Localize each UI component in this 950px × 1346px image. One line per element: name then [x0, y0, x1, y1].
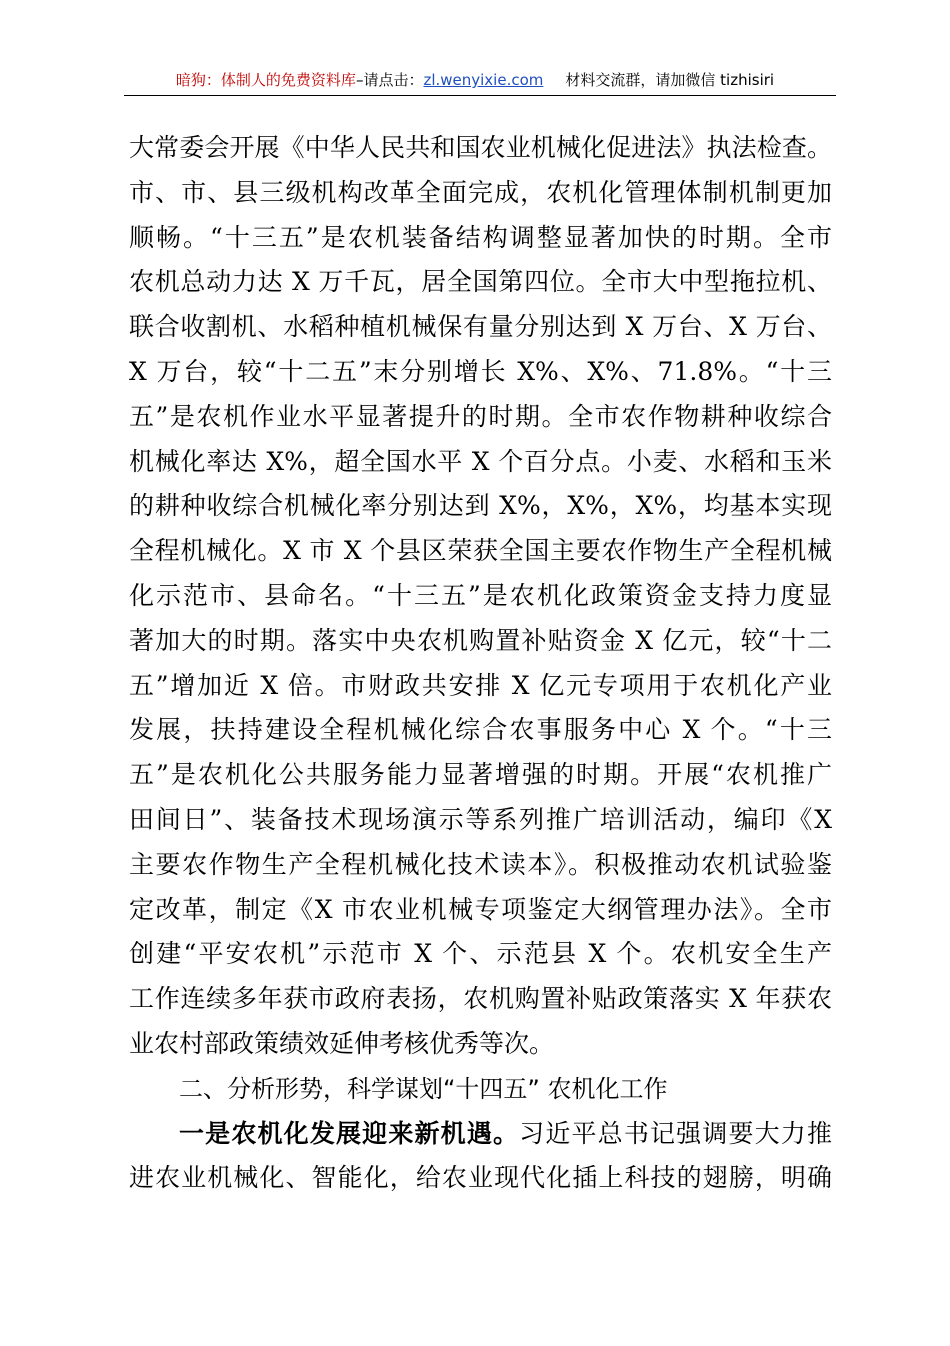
body-line: 定改革，制定《X 市农业机械专项鉴定大纲管理办法》。全市 — [129, 894, 832, 924]
body-line: 顺畅。“十三五”是农机装备结构调整显著加快的时期。全市 — [129, 222, 832, 252]
paragraph-lead-line — [129, 1112, 832, 1157]
body-line: 业农村部政策绩效延伸考核优秀等次。 — [129, 1028, 555, 1058]
body-line: 市、市、县三级机构改革全面完成，农机化管理体制机制更加 — [129, 177, 832, 207]
header-link[interactable]: zl.wenyixie.com — [423, 71, 544, 89]
body-line: 大常委会开展《中华人民共和国农业机械化促进法》执法检查。 — [129, 133, 832, 162]
body-line: 田间日”、装备技术现场演示等系列推广培训活动，编印《X — [129, 804, 832, 834]
body-line: 联合收割机、水稻种植机械保有量分别达到 X 万台、X 万台、 — [129, 312, 832, 342]
document-body — [129, 126, 832, 1201]
body-line: X 万台，较“十二五”末分别增长 X%、X%、71.8%。“十三 — [129, 356, 832, 386]
header-click-text: –请点击： — [355, 71, 424, 89]
page-header — [0, 70, 950, 90]
header-site-name: 暗狗：体制人的免费资料库 — [175, 71, 356, 89]
body-line: 发展，扶持建设全程机械化综合农事服务中心 X 个。“十三 — [129, 715, 832, 745]
body-line: 主要农作物生产全程机械化技术读本》。积极推动农机试验鉴 — [129, 849, 832, 879]
body-line: 五”增加近 X 倍。市财政共安排 X 亿元专项用于农机化产业 — [129, 670, 832, 700]
body-line: 五”是农机化公共服务能力显著增强的时期。开展“农机推广 — [129, 760, 832, 790]
body-line: 全程机械化。X 市 X 个县区荣获全国主要农作物生产全程机械 — [129, 536, 832, 566]
body-line: 机械化率达 X%，超全国水平 X 个百分点。小麦、水稻和玉米 — [129, 446, 832, 476]
body-line: 工作连续多年获市政府表扬，农机购置补贴政策落实 X 年获农 — [129, 984, 832, 1014]
section-heading: 二、分析形势，科学谋划“十四五” 农机化工作 — [179, 1074, 668, 1103]
body-line: 创建“平安农机”示范市 X 个、示范县 X 个。农机安全生产 — [129, 939, 832, 969]
body-line: 著加大的时期。落实中央农机购置补贴资金 X 亿元，较“十二 — [129, 625, 832, 655]
body-line: 进农业机械化、智能化，给农业现代化插上科技的翅膀，明确 — [129, 1163, 832, 1193]
body-line: 农机总动力达 X 万千瓦，居全国第四位。全市大中型拖拉机、 — [129, 267, 832, 297]
body-line: 五”是农机作业水平显著提升的时期。全市农作物耕种收综合 — [129, 401, 832, 431]
paragraph-lead-rest: 习近平总书记强调要大力推 — [519, 1118, 832, 1148]
body-line: 化示范市、县命名。“十三五”是农机化政策资金支持力度显 — [129, 580, 832, 610]
body-line: 的耕种收综合机械化率分别达到 X%，X%，X%，均基本实现 — [129, 491, 832, 521]
paragraph-lead-bold: 一是农机化发展迎来新机遇。 — [179, 1118, 520, 1148]
header-divider — [124, 95, 836, 96]
header-group-text: 材料交流群，请加微信 tizhisiri — [565, 71, 775, 89]
